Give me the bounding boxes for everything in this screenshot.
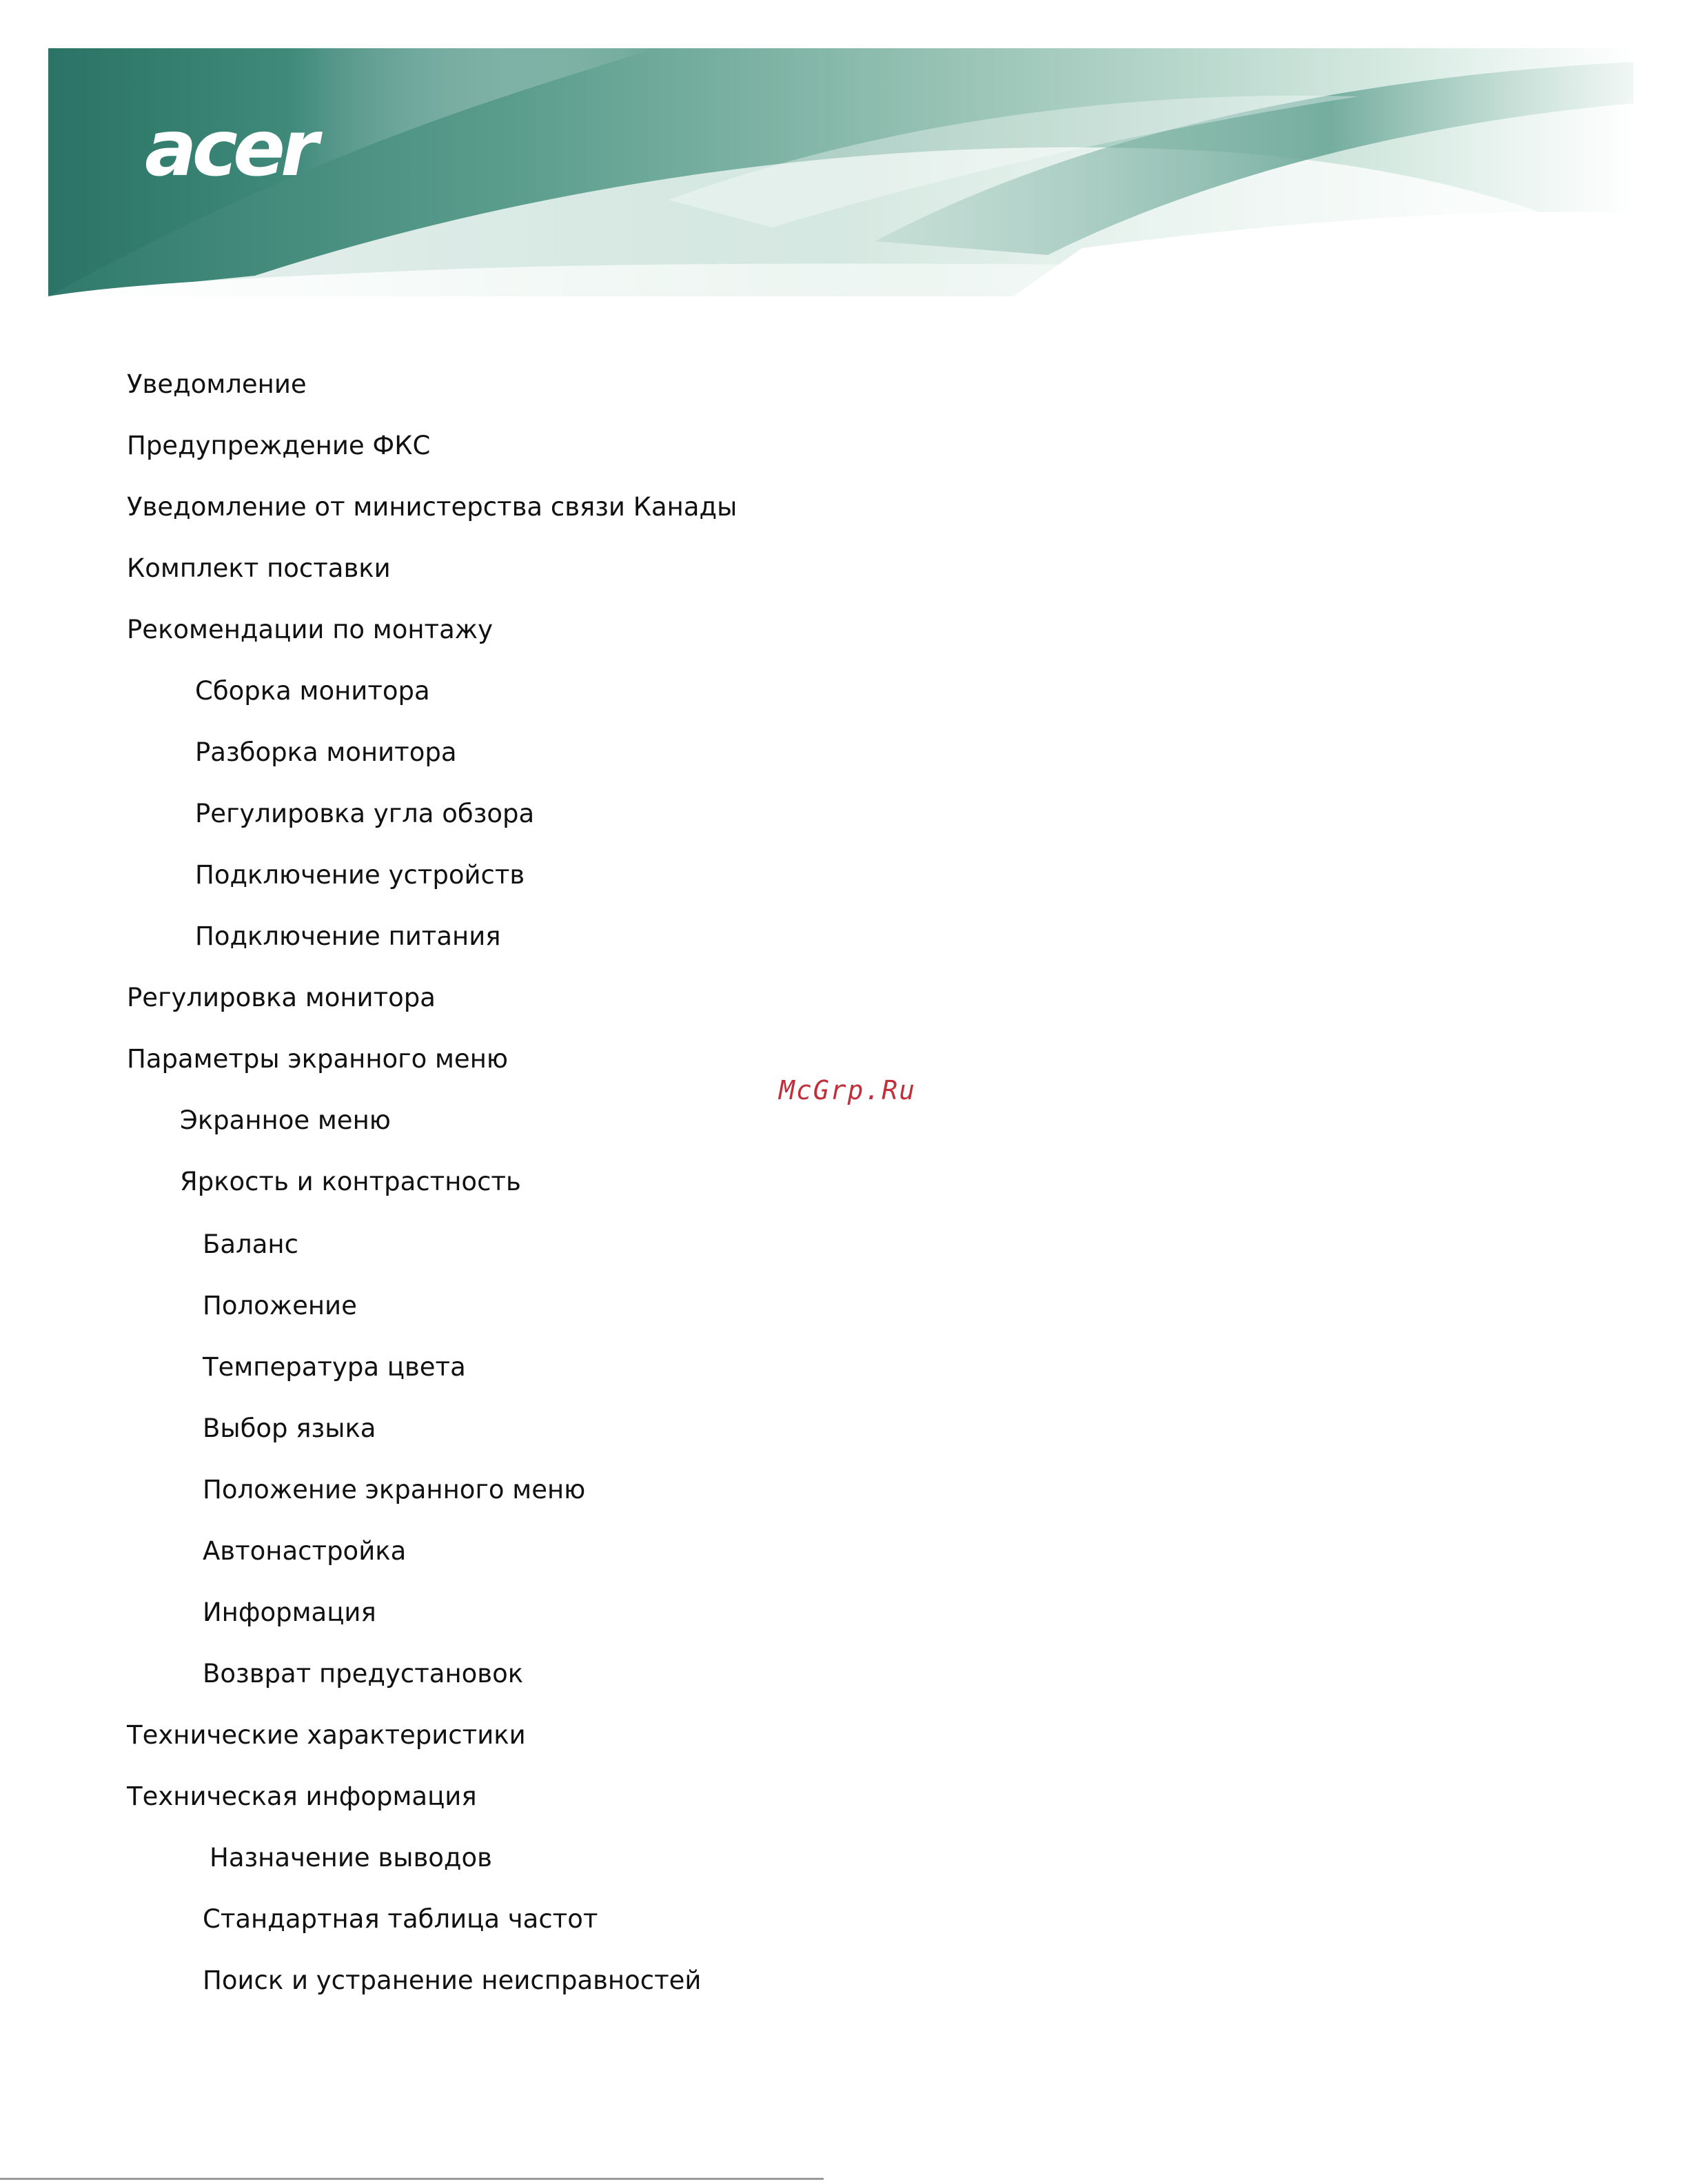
toc-subitem[interactable]: Разборка монитора xyxy=(195,737,457,767)
toc-item[interactable]: Техническая информация xyxy=(127,1782,477,1811)
toc-subitem[interactable]: Возврат предустановок xyxy=(203,1659,524,1688)
toc-item[interactable]: Уведомление xyxy=(127,369,307,399)
toc-subitem[interactable]: Автонастройка xyxy=(203,1536,407,1566)
toc-item[interactable]: Регулировка монитора xyxy=(127,983,436,1012)
toc-subitem[interactable]: Выбор языка xyxy=(203,1414,376,1443)
toc-subitem[interactable]: Поиск и устранение неисправностей xyxy=(203,1966,702,1995)
toc-subitem[interactable]: Сборка монитора xyxy=(195,676,430,706)
footer-divider xyxy=(0,2178,824,2180)
toc-item[interactable]: Комплект поставки xyxy=(127,553,391,583)
toc-subitem[interactable]: Подключение устройств xyxy=(195,860,525,890)
toc-item[interactable]: Предупреждение ФКС xyxy=(127,431,431,460)
toc-item[interactable]: Параметры экранного меню xyxy=(127,1044,509,1074)
toc-subitem[interactable]: Стандартная таблица частот xyxy=(203,1904,598,1934)
toc-subitem[interactable]: Положение экранного меню xyxy=(203,1475,586,1504)
toc-item[interactable]: Технические характеристики xyxy=(127,1720,526,1750)
toc-subitem[interactable]: Назначение выводов xyxy=(210,1843,492,1872)
toc-subitem[interactable]: Подключение питания xyxy=(195,921,501,951)
toc-subitem[interactable]: Информация xyxy=(203,1598,376,1627)
header-banner xyxy=(48,48,1634,296)
toc-item[interactable]: Рекомендации по монтажу xyxy=(127,615,494,644)
toc-subitem[interactable]: Экранное меню xyxy=(180,1105,391,1135)
toc-item[interactable]: Уведомление от министерства связи Канады xyxy=(127,492,738,522)
watermark-text: McGrp.Ru xyxy=(779,1075,917,1105)
toc-subitem[interactable]: Температура цвета xyxy=(203,1352,466,1382)
toc-subitem[interactable]: Яркость и контрастность xyxy=(180,1167,521,1196)
acer-logo: acer xyxy=(145,104,314,194)
toc-subitem[interactable]: Регулировка угла обзора xyxy=(195,799,535,828)
toc-subitem[interactable]: Положение xyxy=(203,1291,357,1320)
toc-subitem[interactable]: Баланс xyxy=(203,1229,298,1259)
